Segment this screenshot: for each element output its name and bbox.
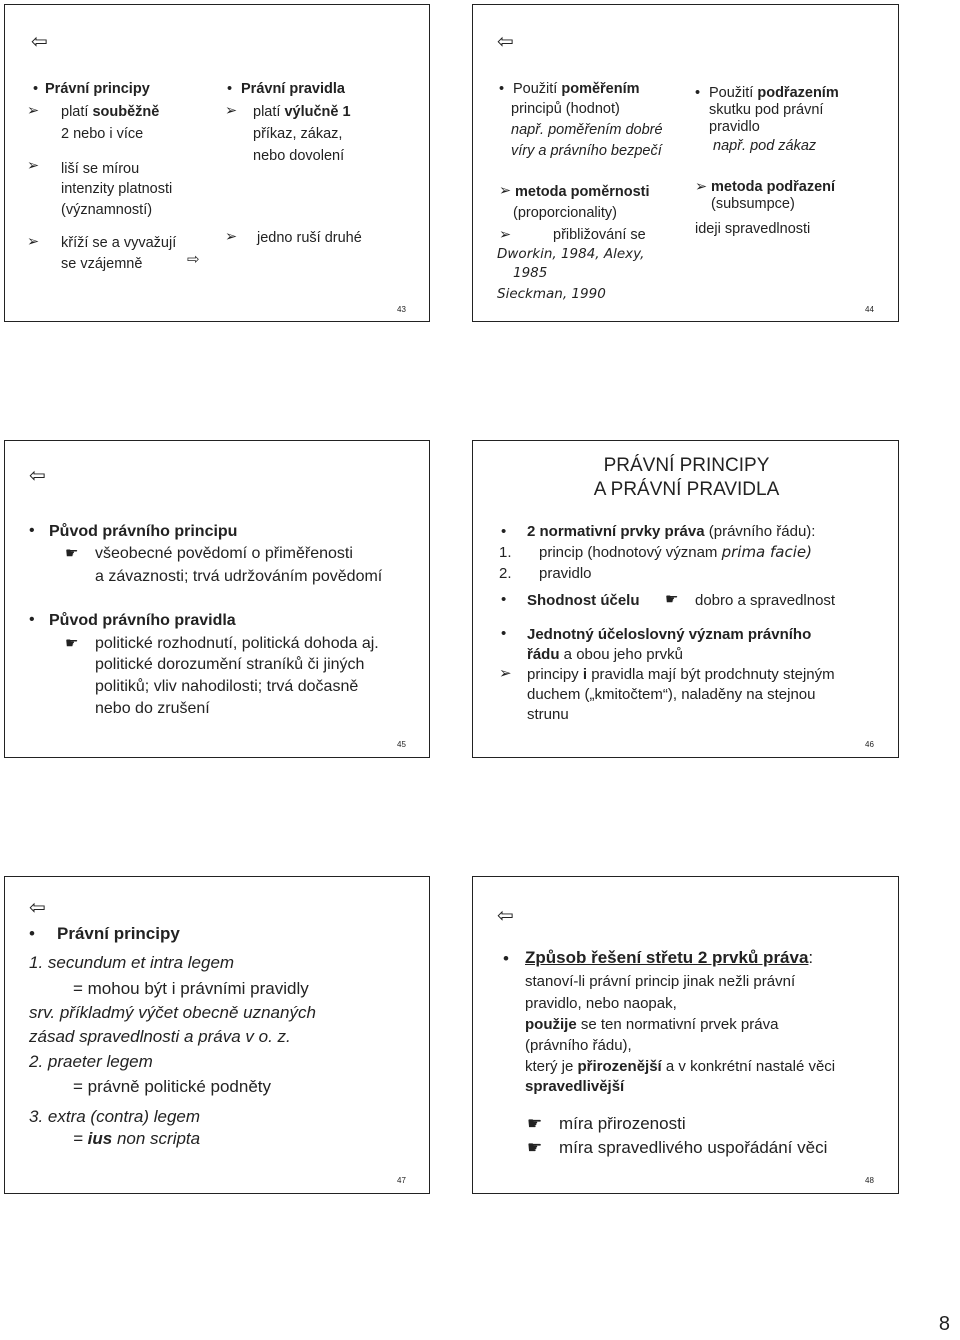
bullet-icon: •: [695, 85, 701, 101]
slide-44: [472, 4, 899, 322]
bullet-icon: •: [33, 81, 39, 97]
bullet-icon: •: [227, 81, 233, 97]
chevron-icon: ➢: [499, 665, 512, 682]
text-line: např. pod zákaz: [713, 138, 817, 154]
list-number: 2.: [499, 565, 512, 582]
text-line: 1985: [513, 265, 548, 281]
text-line: řádu a obou jeho prvků: [527, 646, 683, 663]
back-arrow-icon[interactable]: ⇦: [497, 905, 514, 927]
text-line: platí souběžně: [61, 104, 160, 120]
text-line: (subsumpce): [711, 196, 795, 212]
text-line: míra spravedlivého uspořádání věci: [559, 1138, 828, 1157]
text-line: politiků; vliv nahodilosti; trvá dočasně: [95, 678, 359, 695]
text-line: = právně politické podněty: [73, 1077, 271, 1096]
bullet-icon: •: [499, 81, 505, 97]
heading-principles: Právní principy: [57, 924, 180, 943]
slide-number: 48: [865, 1176, 874, 1185]
heading-rules: Právní pravidla: [241, 81, 345, 97]
slide-number: 43: [397, 305, 406, 314]
back-arrow-icon[interactable]: ⇦: [29, 897, 46, 919]
text-line: = ius non scripta: [73, 1129, 201, 1148]
chevron-icon: ➢: [499, 183, 512, 199]
text-line: principy i pravidla mají být prodchnuty stejným: [527, 666, 835, 683]
text-line: 2 nebo i více: [61, 126, 144, 142]
slide-number: 46: [865, 740, 874, 749]
text-line: ideji spravedlnosti: [695, 221, 811, 237]
bullet-icon: •: [29, 924, 35, 943]
text-line: přibližování se: [553, 227, 646, 243]
text-line: intenzity platnosti: [61, 181, 173, 197]
slide-number: 47: [397, 1176, 406, 1185]
text-line: metoda podřazení: [711, 179, 836, 195]
text-line: víry a právního bezpečí: [511, 143, 662, 159]
bullet-icon: •: [29, 611, 35, 628]
text-line: dobro a spravedlnost: [695, 592, 836, 609]
text-line: 2 normativní prvky práva (právního řádu):: [527, 523, 816, 540]
chevron-icon: ➢: [225, 229, 238, 245]
text-line: politické dorozumění straníků či jiných: [95, 656, 365, 673]
back-arrow-icon[interactable]: ⇦: [29, 465, 46, 487]
list-number: 1.: [499, 544, 512, 561]
text-line: (významností): [61, 202, 153, 218]
bullet-icon: •: [501, 591, 507, 608]
text-line: Dworkin, 1984, Alexy,: [497, 246, 645, 262]
text-line: liší se mírou: [61, 161, 140, 177]
text-line: 2. praeter legem: [29, 1052, 153, 1071]
chevron-icon: ➢: [695, 179, 708, 195]
text-line: spravedlivější: [525, 1078, 625, 1095]
back-arrow-icon[interactable]: ⇦: [31, 31, 48, 53]
pointer-icon: ☛: [65, 635, 79, 652]
text-line: Jednotný účeloslovný význam právního: [527, 626, 812, 643]
text-line: a závaznosti; trvá udržováním povědomí: [95, 568, 383, 585]
pointer-icon: ☛: [665, 591, 679, 608]
text-line: 1. secundum et intra legem: [29, 953, 235, 972]
text-line: Použití poměřením: [513, 81, 640, 97]
page-number: 8: [938, 1313, 950, 1335]
text-line: který je přirozenější a v konkrétní nastalé věci: [525, 1058, 836, 1075]
text-line: zásad spravedlnosti a práva v o. z.: [29, 1027, 291, 1046]
text-line: duchem („kmitočtem“), naladěny na stejnou: [527, 686, 816, 703]
chevron-icon: ➢: [27, 158, 40, 174]
slide-47: [4, 876, 430, 1194]
text-line: Způsob řešení střetu 2 prvků práva:: [525, 948, 814, 967]
chevron-icon: ➢: [27, 103, 40, 119]
pointer-icon: ☛: [527, 1138, 543, 1157]
text-line: Sieckman, 1990: [497, 286, 606, 302]
heading-origin-principle: Původ právního principu: [49, 523, 238, 540]
slide-title: PRÁVNÍ PRINCIPY A PRÁVNÍ PRAVIDLA: [593, 455, 780, 500]
text-line: nebo dovolení: [253, 148, 345, 164]
text-line: politické rozhodnutí, politická dohoda aj.: [95, 635, 379, 652]
slide-46: [472, 440, 899, 758]
heading-origin-rule: Původ právního pravidla: [49, 612, 236, 629]
text-line: skutku pod právní: [709, 102, 824, 118]
text-line: strunu: [527, 706, 569, 723]
chevron-icon: ➢: [27, 234, 40, 250]
text-line: Shodnost účelu: [527, 592, 640, 609]
text-line: princip (hodnotový význam prima facie): [539, 543, 812, 561]
slide-45: [4, 440, 430, 758]
text-line: použije se ten normativní prvek práva: [525, 1016, 779, 1033]
pointer-icon: ☛: [65, 545, 79, 562]
chevron-icon: ➢: [225, 103, 238, 119]
bullet-icon: •: [503, 949, 509, 968]
text-line: se vzájemně: [61, 256, 143, 272]
text-line: pravidlo: [709, 119, 760, 135]
right-arrow-icon[interactable]: ⇨: [187, 251, 200, 268]
text-line: metoda poměrnosti: [515, 184, 650, 200]
text-line: míra přirozenosti: [559, 1114, 686, 1133]
text-line: 3. extra (contra) legem: [29, 1107, 201, 1126]
heading-principles: Právní principy: [45, 81, 150, 97]
text-line: (proporcionality): [513, 205, 617, 221]
text-line: nebo do zrušení: [95, 700, 210, 717]
text-line: pravidlo, nebo naopak,: [525, 995, 677, 1012]
chevron-icon: ➢: [499, 227, 512, 243]
pointer-icon: ☛: [527, 1114, 543, 1133]
slide-number: 44: [865, 305, 874, 314]
text-line: jedno ruší druhé: [257, 230, 362, 246]
text-line: = mohou být i právními pravidly: [73, 979, 309, 998]
text-line: principů (hodnot): [511, 101, 620, 117]
back-arrow-icon[interactable]: ⇦: [497, 31, 514, 53]
slide-43: [4, 4, 430, 322]
text-line: např. poměřením dobré: [511, 122, 663, 138]
text-line: (právního řádu),: [525, 1037, 632, 1054]
text-line: příkaz, zákaz,: [253, 126, 343, 142]
slide-48: [472, 876, 899, 1194]
text-line: všeobecné povědomí o přiměřenosti: [95, 545, 353, 562]
bullet-icon: •: [29, 522, 35, 539]
text-line: srv. příkladmý výčet obecně uznaných: [29, 1003, 316, 1022]
slide-number: 45: [397, 740, 406, 749]
text-line: stanoví-li právní princip jinak nežli právní: [525, 973, 796, 990]
text-line: kříží se a vyvažují: [61, 235, 177, 251]
text-line: pravidlo: [539, 565, 592, 582]
bullet-icon: •: [501, 523, 507, 540]
text-line: platí výlučně 1: [253, 104, 351, 120]
bullet-icon: •: [501, 625, 507, 642]
text-line: Použití podřazením: [709, 85, 839, 101]
